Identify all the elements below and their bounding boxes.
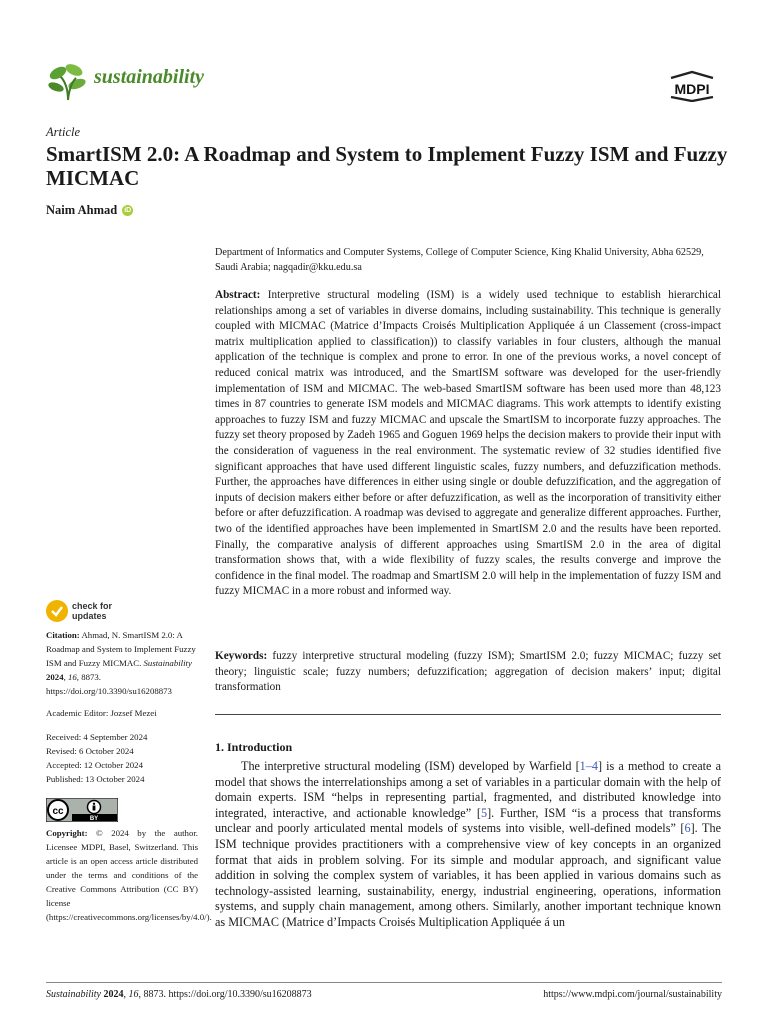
check-for-updates-button[interactable] xyxy=(46,600,112,622)
check-updates-icon xyxy=(46,600,68,622)
academic-editor: Academic Editor: Jozsef Mezei xyxy=(46,708,157,718)
affiliation: Department of Informatics and Computer Systems, College of Computer Science, King Khalid University, Abha 62529, Saudi Arabia; nagqadir@kku.edu.sa xyxy=(215,247,704,273)
author-name: Naim Ahmad xyxy=(46,203,118,217)
dates-block xyxy=(46,730,198,786)
journal-name: sustainability xyxy=(94,66,205,88)
keywords xyxy=(215,649,721,696)
article-title: SmartISM 2.0: A Roadmap and System to Implement Fuzzy ISM and Fuzzy MICMAC xyxy=(46,142,728,190)
cc-by-license-icon[interactable] xyxy=(46,798,118,822)
footer-citation: Sustainability 2024, 16, 8873. https://doi.org/10.3390/su16208873 xyxy=(46,989,312,1000)
citation-block: Citation: Ahmad, N. SmartISM 2.0: A Roadmap and System to Implement Fuzzy ISM and Fuzzy MICMAC. Sustainability 2024, 16, 8873. https://doi.org/10.3390/su16208873 xyxy=(46,630,196,696)
citation-link[interactable]: 5 xyxy=(481,805,488,820)
accepted-date: Accepted: 12 October 2024 xyxy=(46,760,143,770)
keywords-label: Keywords: xyxy=(215,650,268,662)
abstract-text: Interpretive structural modeling (ISM) is a widely used technique to establish hierarchical relationships among a set of variables in diverse domains, including sustainability. This technique is generally coupled with MICMAC (Matrice d’Impacts Croisés Multiplication Appliquée á un Classement (cross-impact matrix multiplication applied to classification)) to classify variables in four clusters, although the manual application of the technique is complex and prone to error. In one of the previous works, a novel concept of reduced conical matrix was introduced, and the SmartISM software was developed for the user-friendly implementation of ISM and MICMAC. The web-based SmartISM software has been used more than 48,123 times in 87 countries to generate ISM models and MICMAC diagrams. This work attempts to identify existing approaches to fuzzy ISM and fuzzy MICMAC and upscale the SmartISM to incorporate fuzzy approaches. The fuzzy set theory proposed by Zadeh 1965 and Goguen 1969 helps the decision makers to provide their input with the consideration of vagueness in the real environment. The systematic review of 32 studies identified five significant approaches that have used different linguistic scales, fuzzy numbers, and defuzzification methods. Further, the approaches have differences in either using single or double defuzzification, and the aggregation of inputs of decision makers either before or after defuzzification, as well as the incorporation of transitivity either before or after defuzzification. A roadmap was devised to aggregate and generalize different approaches. Further, two of the identified approaches have been implemented in SmartISM 2.0 and the results have been reported. Finally, the comparative analysis of different approaches using SmartISM 2.0 in the area of digital transformation shows that, with a wide flexibility of fuzzy scales, the results converge and improve the confidence in the final model. The roadmap and SmartISM 2.0 will help in the implementation of fuzzy ISM and fuzzy MICMAC in a more robust and informed way. xyxy=(215,289,721,598)
copyright-label: Copyright: xyxy=(46,828,88,838)
author-line xyxy=(46,203,133,218)
svg-text:cc: cc xyxy=(52,806,64,817)
citation-label: Citation: xyxy=(46,630,80,640)
abstract xyxy=(215,288,721,600)
check-updates-line2: updates xyxy=(72,611,107,621)
abstract-label: Abstract: xyxy=(215,289,261,301)
orcid-icon[interactable]: iD xyxy=(124,207,132,214)
revised-date: Revised: 6 October 2024 xyxy=(46,746,134,756)
footer-journal-link[interactable]: https://www.mdpi.com/journal/sustainability xyxy=(543,989,722,1000)
received-date: Received: 4 September 2024 xyxy=(46,732,148,742)
check-updates-line1: check for xyxy=(72,601,113,611)
citation-link[interactable]: 6 xyxy=(684,821,691,836)
published-date: Published: 13 October 2024 xyxy=(46,774,145,784)
article-type: Article xyxy=(46,125,81,139)
mdpi-logo-icon xyxy=(665,70,719,102)
citation-link[interactable]: 1–4 xyxy=(579,759,598,773)
footer-divider xyxy=(46,982,722,983)
publisher-name: MDPI xyxy=(674,81,710,97)
intro-paragraph: The interpretive structural modeling (ISM) developed by Warfield [1–4] is a method to create a model that shows the interrelationships among a set of variables in a particular domain with the help of domain experts. ISM “helps in representing partial, fragmented, and distributed knowledge into integrated, interactive, and actionable knowledge” [5]. Further, ISM “is a process that transforms unclear and poorly articulated mental models of systems into visible, well-defined models” [6]. The ISM technique provides practitioners with a comprehensive view of key concepts in an organized format that aids in problem solving. For its simple and modular approach, and significant value addition in solving the complex system of variables, it has been applied in various domains such as technology-assisted learning, sustainability, energy, industrial engineering, operations, information systems, and supply chain management, among others. Similarly, another important technique known as MICMAC (Matrice d’Impacts Croisés Multiplication Appliquée á un xyxy=(215,759,721,929)
keywords-text: fuzzy interpretive structural modeling (fuzzy ISM); SmartISM 2.0; fuzzy MICMAC; fuzzy set theory; linguistic scale; fuzzy numbers; defuzzification; aggregation of decision makers’ input; digital transformation xyxy=(215,650,721,694)
section-heading: 1. Introduction xyxy=(215,740,293,754)
cc-by-label: BY xyxy=(89,816,99,822)
copyright-block: Copyright: © 2024 by the author. Licensee MDPI, Basel, Switzerland. This article is an open access article distributed under the terms and conditions of the Creative Commons Attribution (CC BY) license (https://creativecommons.org/licenses/by/4.0/). xyxy=(46,828,212,922)
sustainability-logo-icon xyxy=(46,60,90,104)
section-divider xyxy=(215,714,721,715)
